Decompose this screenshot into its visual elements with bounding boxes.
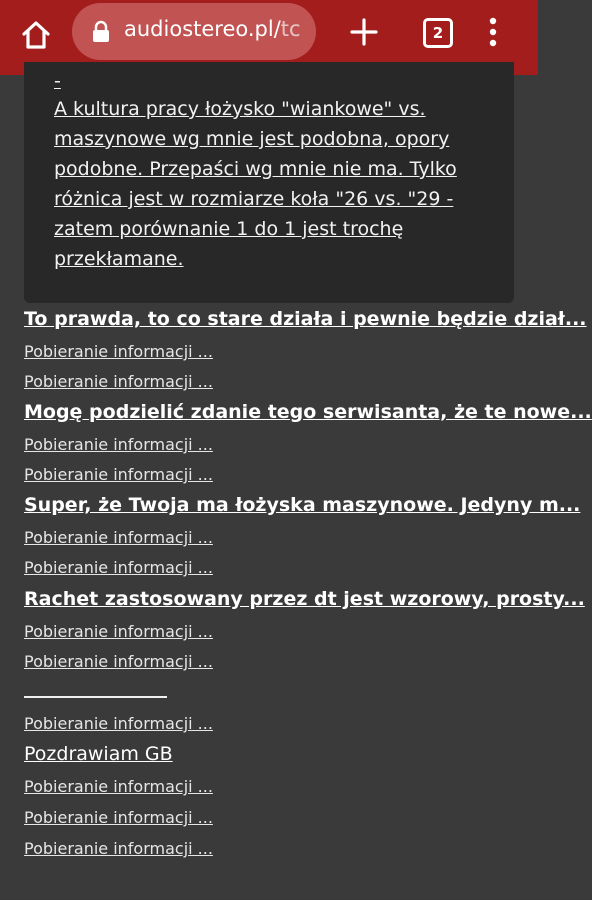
- lock-icon: [92, 21, 110, 43]
- address-bar[interactable]: [72, 3, 316, 60]
- thread-title-link[interactable]: Mogę podzielić zdanie tego serwisanta, że te nowe...: [24, 401, 592, 423]
- url-path: tc: [280, 17, 301, 41]
- quote-line[interactable]: podobne. Przepaści wg mnie nie ma. Tylko: [54, 158, 457, 180]
- loading-link[interactable]: Pobieranie informacji ...: [24, 465, 213, 484]
- quote-block: [24, 62, 514, 303]
- quote-line[interactable]: zatem porównanie 1 do 1 jest trochę: [54, 218, 404, 240]
- loading-link[interactable]: Pobieranie informacji ...: [24, 839, 213, 858]
- thread-title-link[interactable]: To prawda, to co stare działa i pewnie będzie dział...: [24, 308, 587, 330]
- quote-dash[interactable]: -: [54, 70, 61, 92]
- url-text: [124, 17, 301, 41]
- quote-text: [54, 70, 494, 274]
- loading-link[interactable]: Pobieranie informacji ...: [24, 652, 213, 671]
- quote-line[interactable]: A kultura pracy łożysko "wiankowe" vs.: [54, 98, 426, 120]
- horizontal-divider: [24, 696, 167, 698]
- loading-link[interactable]: Pobieranie informacji ...: [24, 558, 213, 577]
- url-domain: audiostereo.pl/: [124, 17, 281, 41]
- new-tab-icon[interactable]: [349, 17, 379, 47]
- loading-link[interactable]: Pobieranie informacji ...: [24, 342, 213, 361]
- loading-link[interactable]: Pobieranie informacji ...: [24, 435, 213, 454]
- thread-title-link[interactable]: Pozdrawiam GB: [24, 743, 173, 765]
- thread-title-link[interactable]: Rachet zastosowany przez dt jest wzorowy, prosty...: [24, 588, 585, 610]
- loading-link[interactable]: Pobieranie informacji ...: [24, 808, 213, 827]
- tab-switcher-button[interactable]: 2: [423, 18, 453, 48]
- home-icon[interactable]: [20, 19, 52, 51]
- loading-link[interactable]: Pobieranie informacji ...: [24, 372, 213, 391]
- thread-title-link[interactable]: Super, że Twoja ma łożyska maszynowe. Jedyny m...: [24, 494, 581, 516]
- loading-link[interactable]: Pobieranie informacji ...: [24, 777, 213, 796]
- more-menu-icon[interactable]: [488, 16, 498, 48]
- quote-line[interactable]: maszynowe wg mnie jest podobna, opory: [54, 128, 450, 150]
- loading-link[interactable]: Pobieranie informacji ...: [24, 714, 213, 733]
- quote-line[interactable]: przekłamane.: [54, 248, 184, 270]
- loading-link[interactable]: Pobieranie informacji ...: [24, 622, 213, 641]
- loading-link[interactable]: Pobieranie informacji ...: [24, 528, 213, 547]
- quote-line[interactable]: różnica jest w rozmiarze koła "26 vs. "29 -: [54, 188, 454, 210]
